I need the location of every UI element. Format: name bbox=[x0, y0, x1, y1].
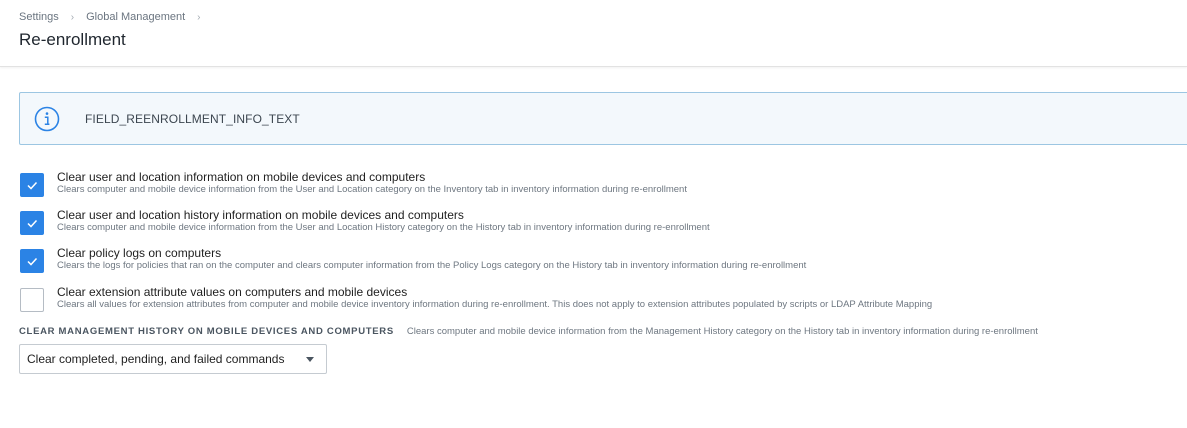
select-value: Clear completed, pending, and failed commands bbox=[27, 352, 285, 366]
info-circle-icon bbox=[34, 106, 60, 132]
check-icon bbox=[26, 256, 38, 267]
option-title: Clear policy logs on computers bbox=[57, 246, 222, 260]
page-header bbox=[0, 0, 1187, 67]
option-description: Clears computer and mobile device information from the User and Location category on the Inventory tab in inventory information during re-enrollment bbox=[57, 184, 687, 195]
option-title: Clear user and location history information on mobile devices and computers bbox=[57, 208, 464, 222]
clear-user-location-history-checkbox[interactable] bbox=[20, 211, 44, 235]
check-icon bbox=[26, 218, 38, 229]
clear-policy-logs-checkbox[interactable] bbox=[20, 249, 44, 273]
option-clear-extension-attributes bbox=[20, 285, 1180, 324]
option-clear-user-location-history bbox=[20, 208, 1180, 247]
check-icon bbox=[26, 180, 38, 191]
option-description: Clears computer and mobile device information from the User and Location History category on the History tab in inventory information during re-enrollment bbox=[57, 222, 710, 233]
management-history-row bbox=[19, 326, 1038, 337]
option-description: Clears the logs for policies that ran on the computer and clears computer information from the Policy Logs category on the History tab in inventory information during re-enrollment bbox=[57, 260, 807, 271]
option-clear-policy-logs bbox=[20, 246, 1180, 285]
breadcrumb-separator-icon: › bbox=[197, 11, 201, 23]
caret-down-icon bbox=[306, 357, 314, 362]
clear-user-location-checkbox[interactable] bbox=[20, 173, 44, 197]
clear-extension-attributes-checkbox[interactable] bbox=[20, 288, 44, 312]
info-banner bbox=[19, 92, 1187, 145]
option-description: Clears all values for extension attributes from computer and mobile device inventory information during re-enrollment. This does not apply to extension attributes populated by scripts or LDAP Attribute Mapping bbox=[57, 299, 933, 310]
info-text: FIELD_REENROLLMENT_INFO_TEXT bbox=[85, 112, 300, 126]
page-title: Re-enrollment bbox=[19, 30, 126, 49]
option-title: Clear user and location information on mobile devices and computers bbox=[57, 170, 426, 184]
management-history-label: CLEAR MANAGEMENT HISTORY ON MOBILE DEVICES AND COMPUTERS bbox=[19, 326, 394, 337]
management-history-description: Clears computer and mobile device information from the Management History category on the History tab in inventory information during re-enrollment bbox=[406, 326, 1038, 337]
breadcrumb-separator-icon: › bbox=[70, 11, 75, 23]
option-clear-user-location bbox=[20, 170, 1180, 209]
breadcrumb-global-management[interactable]: Global Management bbox=[86, 11, 186, 23]
option-title: Clear extension attribute values on computers and mobile devices bbox=[57, 285, 408, 299]
management-history-select[interactable] bbox=[19, 344, 327, 374]
breadcrumb-settings[interactable]: Settings bbox=[19, 11, 59, 23]
breadcrumb bbox=[19, 11, 213, 23]
